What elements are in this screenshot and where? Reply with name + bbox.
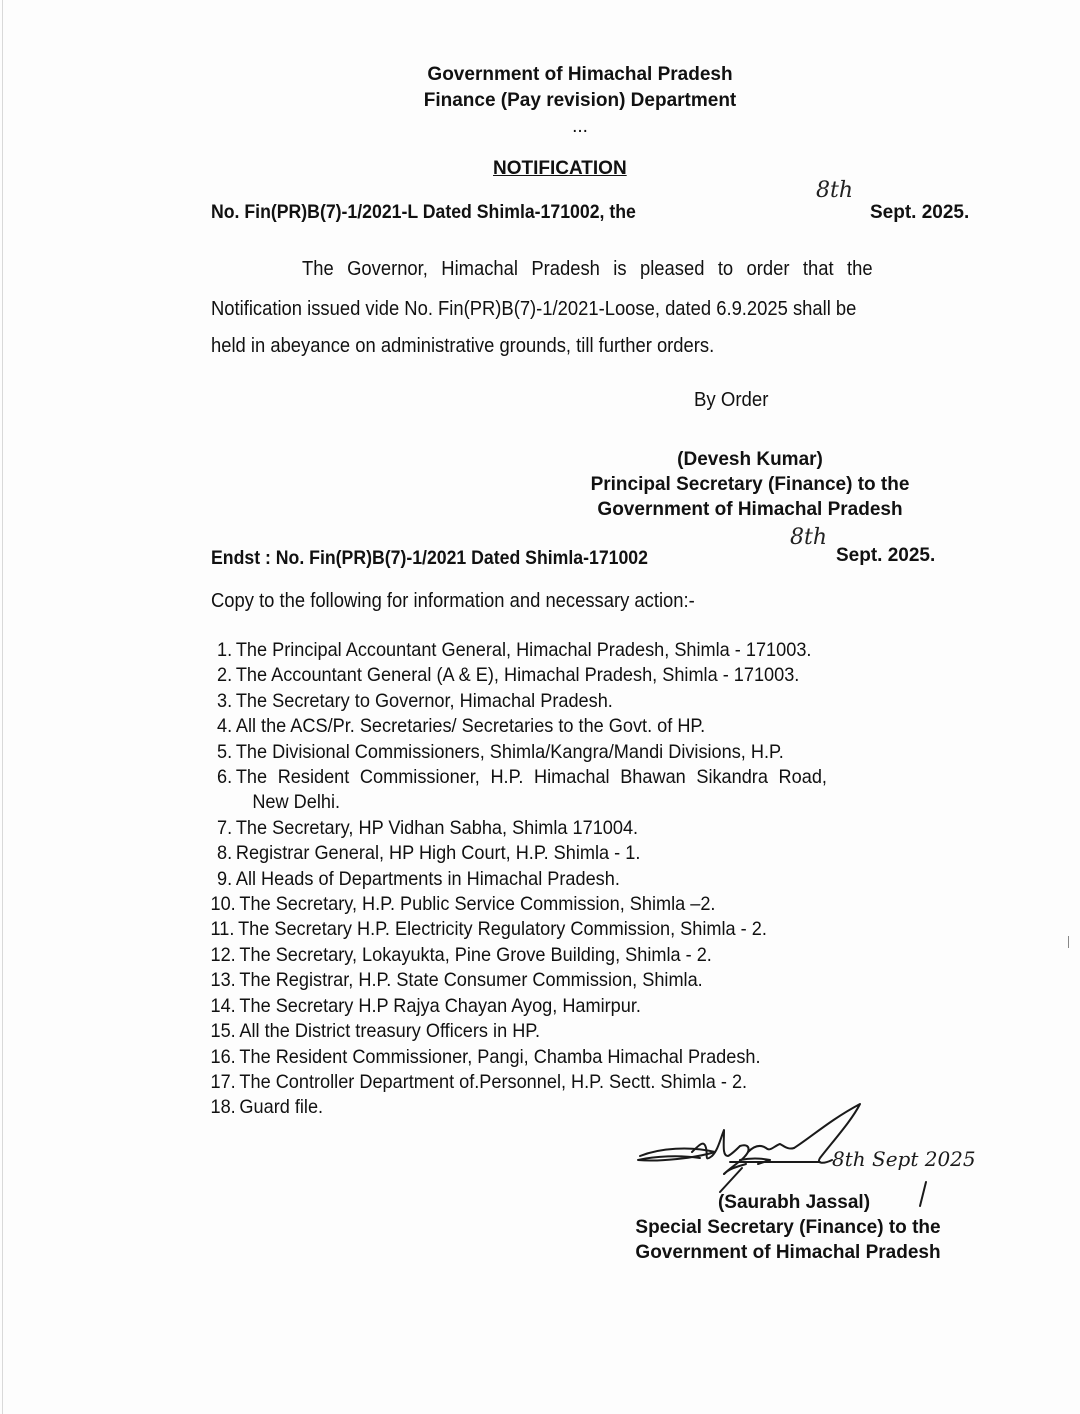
list-item bbox=[210, 968, 988, 993]
signatory-1-designation-2: Government of Himachal Pradesh bbox=[597, 499, 903, 520]
signatory-1-name: (Devesh Kumar) bbox=[677, 449, 823, 470]
signatory-2-designation-1: Special Secretary (Finance) to the bbox=[635, 1217, 941, 1238]
endorsement-handwritten-day: 8th bbox=[790, 525, 828, 550]
list-item bbox=[217, 841, 989, 866]
signatory-2 bbox=[606, 1190, 970, 1265]
list-item-text: The Divisional Commissioners, Shimla/Kangra/Mandi Divisions, H.P. bbox=[235, 740, 784, 763]
list-item-number: 16. bbox=[210, 1045, 236, 1068]
list-item-text: The Secretary H.P. Electricity Regulatory Commission, Shimla - 2. bbox=[238, 918, 767, 941]
list-item-number: 4. bbox=[217, 715, 233, 738]
list-item-number: 15. bbox=[210, 1020, 236, 1043]
notification-title: NOTIFICATION bbox=[493, 158, 627, 179]
copy-list bbox=[210, 638, 989, 1121]
list-item-number: 13. bbox=[210, 969, 236, 992]
list-item bbox=[217, 663, 989, 688]
list-item bbox=[210, 994, 988, 1019]
list-item-text: The Secretary, HP Vidhan Sabha, Shimla 171004. bbox=[235, 816, 639, 839]
list-item bbox=[210, 1019, 988, 1044]
list-item-text: The Resident Commissioner, H.P. Himachal Bhawan Sikandra Road, bbox=[235, 766, 827, 789]
list-item-number: 8. bbox=[217, 842, 233, 865]
list-item-text: All the ACS/Pr. Secretaries/ Secretaries to the Govt. of HP. bbox=[235, 715, 706, 738]
signature-date: 8th Sept 2025 bbox=[832, 1147, 976, 1171]
reference-number: No. Fin(PR)B(7)-1/2021-L Dated Shimla-171002, the bbox=[211, 202, 636, 223]
list-item bbox=[217, 740, 989, 765]
list-item bbox=[217, 714, 989, 739]
list-item-text: All Heads of Departments in Himachal Pradesh. bbox=[235, 867, 620, 890]
list-item bbox=[210, 1070, 988, 1095]
list-item-text: The Registrar, H.P. State Consumer Commission, Shimla. bbox=[239, 969, 703, 992]
list-item bbox=[217, 689, 989, 714]
list-item-number: 9. bbox=[217, 867, 233, 890]
list-item-text: The Secretary, H.P. Public Service Commission, Shimla –2. bbox=[239, 893, 716, 916]
list-item-text: The Secretary, Lokayukta, Pine Grove Building, Shimla - 2. bbox=[239, 943, 712, 966]
by-order: By Order bbox=[694, 389, 769, 411]
list-item-number: 6. bbox=[217, 766, 233, 789]
list-item-number: 2. bbox=[217, 664, 233, 687]
list-item-text: All the District treasury Officers in HP. bbox=[239, 1020, 541, 1043]
body-line-2: Notification issued vide No. Fin(PR)B(7)-1/2021-Loose, dated 6.9.2025 shall be bbox=[211, 298, 857, 320]
list-item-number: 18. bbox=[210, 1096, 236, 1119]
reference-handwritten-day: 8th bbox=[816, 178, 854, 203]
list-item-text: The Secretary H.P Rajya Chayan Ayog, Hamirpur. bbox=[239, 994, 641, 1017]
list-item-text: The Accountant General (A & E), Himachal Pradesh, Shimla - 171003. bbox=[235, 664, 800, 687]
list-item-number: 11. bbox=[210, 918, 235, 941]
list-item-text: Registrar General, HP High Court, H.P. Shimla - 1. bbox=[235, 842, 641, 865]
list-item-text: The Secretary to Governor, Himachal Pradesh. bbox=[235, 689, 613, 712]
list-item bbox=[210, 943, 988, 968]
reference-month-year: Sept. 2025. bbox=[870, 202, 970, 223]
list-item-text: The Resident Commissioner, Pangi, Chamba Himachal Pradesh. bbox=[239, 1045, 761, 1068]
list-item bbox=[217, 816, 989, 841]
body-line-1: The Governor, Himachal Pradesh is pleased to order that the bbox=[302, 258, 873, 280]
list-item-text: Guard file. bbox=[239, 1096, 324, 1119]
list-item-number: 12. bbox=[210, 943, 236, 966]
list-item bbox=[210, 1045, 988, 1070]
list-item-number: 14. bbox=[210, 994, 236, 1017]
scan-mark bbox=[1068, 936, 1069, 948]
header-government: Government of Himachal Pradesh bbox=[427, 64, 733, 85]
list-item bbox=[217, 638, 989, 663]
signatory-2-name: (Saurabh Jassal) bbox=[717, 1192, 871, 1213]
endorsement-number: Endst : No. Fin(PR)B(7)-1/2021 Dated Shimla-171002 bbox=[211, 548, 648, 569]
header-separator: ... bbox=[572, 116, 588, 137]
list-item-number: 5. bbox=[217, 740, 233, 763]
list-item-number: 1. bbox=[217, 639, 233, 661]
list-item-number: 10. bbox=[210, 893, 236, 916]
list-item bbox=[217, 867, 989, 892]
list-item bbox=[210, 917, 988, 942]
list-item-number: 3. bbox=[217, 689, 233, 712]
list-item bbox=[217, 765, 989, 790]
signatory-2-designation-2: Government of Himachal Pradesh bbox=[635, 1242, 941, 1263]
list-item-number: 17. bbox=[210, 1070, 236, 1093]
signatory-1-designation-1: Principal Secretary (Finance) to the bbox=[590, 474, 910, 495]
endorsement-month-year: Sept. 2025. bbox=[836, 545, 936, 566]
list-item bbox=[210, 892, 988, 917]
list-item-continuation: New Delhi. bbox=[252, 791, 341, 814]
list-item-text: The Principal Accountant General, Himachal Pradesh, Shimla - 171003. bbox=[235, 639, 812, 661]
body-line-3: held in abeyance on administrative grounds, till further orders. bbox=[211, 335, 715, 357]
header-department: Finance (Pay revision) Department bbox=[423, 90, 737, 111]
copy-to-intro: Copy to the following for information and necessary action:- bbox=[211, 590, 695, 612]
signatory-1 bbox=[540, 447, 960, 522]
list-item-number: 7. bbox=[217, 816, 233, 839]
scan-edge-line bbox=[2, 0, 3, 1414]
list-item-text: The Controller Department of.Personnel, H.P. Sectt. Shimla - 2. bbox=[239, 1070, 748, 1093]
